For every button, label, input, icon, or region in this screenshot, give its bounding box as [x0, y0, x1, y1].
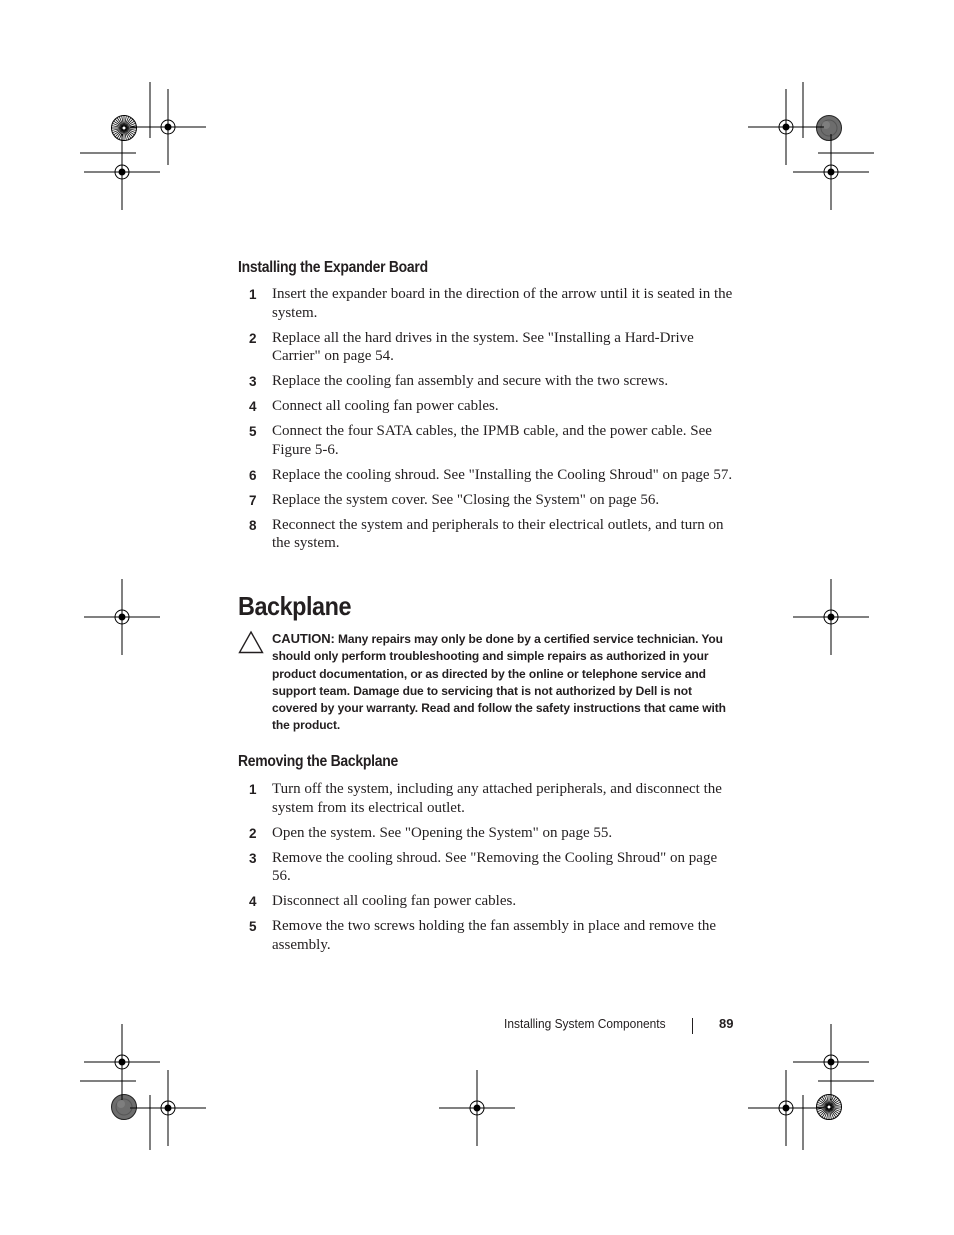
list-item: [238, 917, 738, 954]
step-text: Disconnect all cooling fan power cables.: [272, 893, 517, 909]
page-number: 89: [719, 1016, 734, 1031]
installing-expander-board-heading: Installing the Expander Board: [238, 259, 428, 276]
step-text: Insert the expander board in the direction of the arrow until it is seated in the system.: [272, 286, 733, 321]
list-item: [238, 849, 738, 886]
step-text: Open the system. See "Opening the System" on page 55.: [272, 824, 613, 841]
step-text: Replace the system cover. See "Closing the System" on page 56.: [272, 491, 660, 508]
list-item: [238, 491, 738, 510]
list-item: [238, 372, 738, 391]
removing-backplane-heading: Removing the Backplane: [238, 753, 398, 770]
list-item: [238, 466, 738, 485]
step-number: 1: [249, 287, 257, 302]
step-number: 6: [249, 467, 257, 483]
footer-chapter-title: Installing System Components: [504, 1016, 666, 1031]
step-text: Replace the cooling shroud. See "Installing the Cooling Shroud" on page 57.: [272, 466, 733, 483]
list-item: [238, 780, 738, 817]
step-text: Connect all cooling fan power cables.: [272, 398, 499, 414]
caution-triangle-icon: [238, 630, 264, 654]
step-text: Remove the two screws holding the fan assembly in place and remove the assembly.: [272, 918, 717, 953]
caution-notice: [238, 630, 728, 735]
step-text: Reconnect the system and peripherals to their electrical outlets, and turn on the system.: [272, 516, 724, 551]
list-item: [238, 329, 738, 366]
backplane-section-title: Backplane: [238, 591, 352, 621]
step-number: 3: [249, 374, 257, 389]
step-number: 5: [249, 424, 257, 439]
step-text: Replace all the hard drives in the system. See "Installing a Hard-Drive Carrier" on page 54.: [272, 329, 694, 364]
step-number: 4: [249, 399, 257, 414]
step-number: 4: [249, 894, 257, 909]
caution-label: CAUTION:: [272, 631, 335, 646]
list-item: [238, 422, 738, 459]
step-number: 2: [249, 825, 257, 841]
step-text: Connect the four SATA cables, the IPMB cable, and the power cable. See Figure 5-6.: [272, 423, 712, 458]
list-item: [238, 892, 738, 911]
step-number: 8: [249, 517, 257, 533]
list-item: [238, 824, 738, 843]
step-number: 5: [249, 919, 257, 934]
removing-steps-list: [238, 780, 738, 961]
list-item: [238, 397, 738, 416]
caution-text: Many repairs may only be done by a certified service technician. You should only perform troubleshooting and simple repairs as authorized in your product documentation, or as directed by the online or telephone service and support team. Damage due to servicing that is not authorized by Dell is not covered by your warranty. Read and follow the safety instructions that came with the product.: [272, 632, 726, 733]
installing-steps-list: [238, 285, 738, 559]
step-number: 7: [249, 492, 257, 508]
step-text: Remove the cooling shroud. See "Removing the Cooling Shroud" on page 56.: [272, 849, 718, 884]
page-footer: [0, 1014, 954, 1038]
step-number: 1: [249, 782, 257, 797]
step-text: Replace the cooling fan assembly and secure with the two screws.: [272, 373, 669, 389]
footer-separator: [692, 1018, 693, 1034]
step-text: Turn off the system, including any attached peripherals, and disconnect the system from its electrical outlet.: [272, 781, 722, 816]
step-number: 3: [249, 850, 257, 866]
list-item: [238, 516, 738, 553]
list-item: [238, 285, 738, 322]
step-number: 2: [249, 330, 257, 346]
